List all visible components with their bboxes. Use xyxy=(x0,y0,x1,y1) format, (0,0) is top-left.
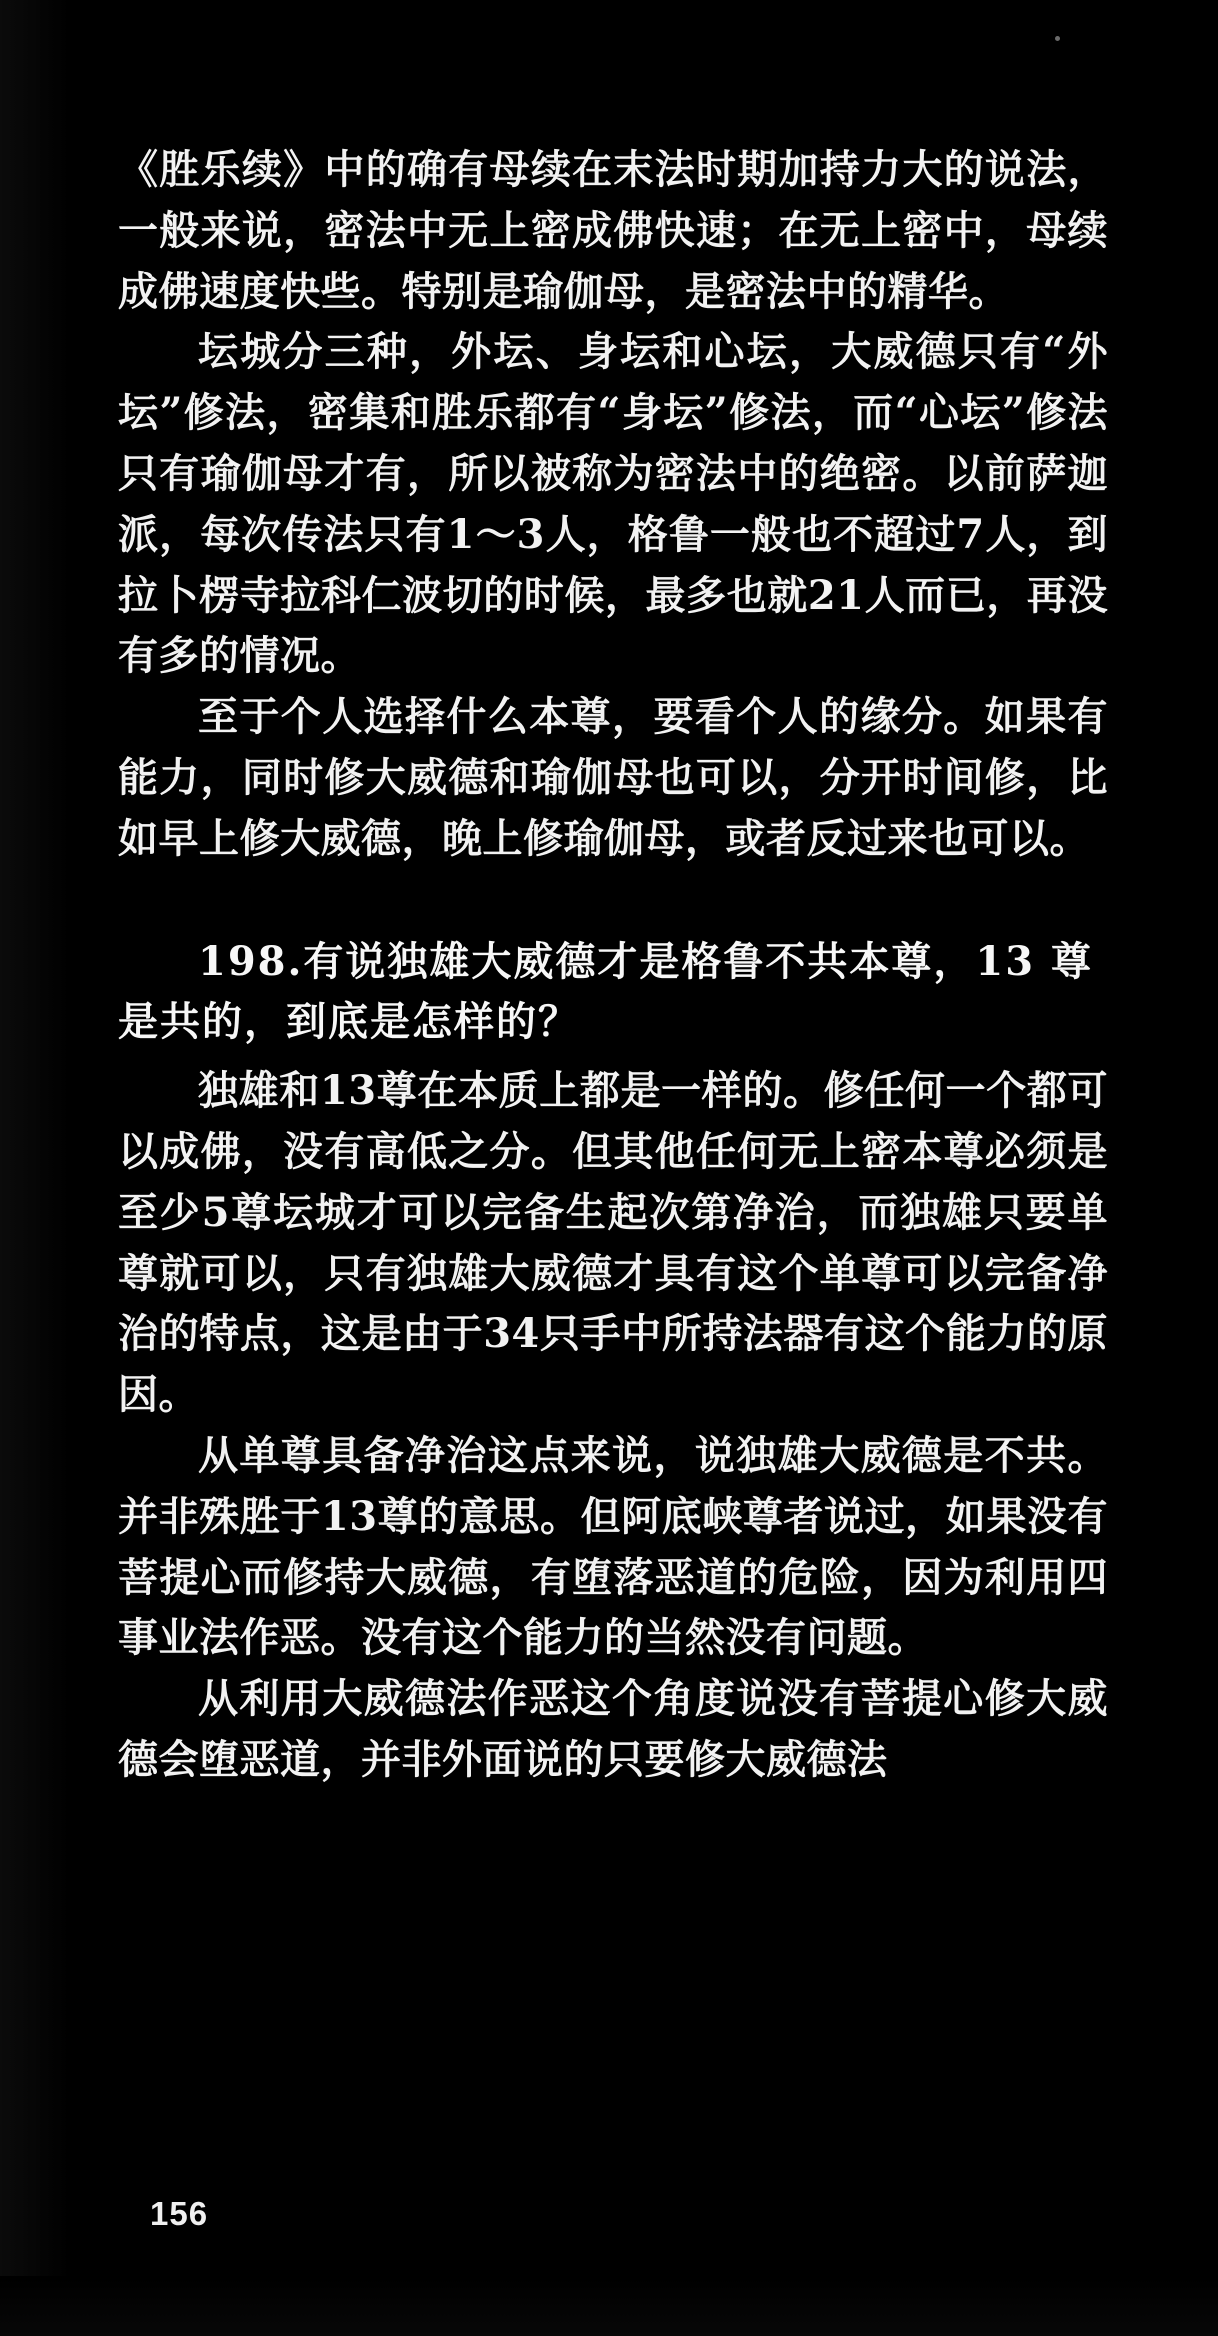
page-number: 156 xyxy=(150,2195,209,2232)
paragraph-1: 《胜乐续》中的确有母续在末法时期加持力大的说法，一般来说，密法中无上密成佛快速；在无上密中，母续成佛速度快些。特别是瑜伽母，是密法中的精华。 xyxy=(118,146,1108,315)
answer-paragraph-2: 从单尊具备净治这点来说，说独雄大威德是不共。并非殊胜于13尊的意思。但阿底峡尊者说过，如果没有菩提心而修持大威德，有堕落恶道的危险，因为利用四事业法作恶。没有这个能力的当然没有问题。 xyxy=(118,1431,1108,1662)
page-left-shading xyxy=(0,0,70,2336)
section-spacer xyxy=(118,870,1108,932)
page-text-body xyxy=(118,140,1108,1791)
question-answer-gap xyxy=(118,1053,1108,1061)
page-bottom-shading xyxy=(0,2276,1218,2336)
scan-speck xyxy=(1055,36,1060,41)
answer-paragraph-3: 从利用大威德法作恶这个角度说没有菩提心修大威德会堕恶道，并非外面说的只要修大威德法 xyxy=(118,1675,1108,1783)
question-heading: 198.有说独雄大威德才是格鲁不共本尊，13 尊是共的，到底是怎样的？ xyxy=(118,937,1094,1046)
paragraph-2: 坛城分三种，外坛、身坛和心坛，大威德只有“外坛”修法，密集和胜乐都有“身坛”修法，而“心坛”修法只有瑜伽母才有，所以被称为密法中的绝密。以前萨迦派，每次传法只有1～3人，格鲁一般也不超过7人，到拉卜楞寺拉科仁波切的时候，最多也就21人而已，再没有多的情况。 xyxy=(118,328,1108,680)
paragraph-3: 至于个人选择什么本尊，要看个人的缘分。如果有能力，同时修大威德和瑜伽母也可以，分开时间修，比如早上修大威德，晚上修瑜伽母，或者反过来也可以。 xyxy=(118,693,1108,862)
answer-paragraph-1: 独雄和13尊在本质上都是一样的。修任何一个都可以成佛，没有高低之分。但其他任何无上密本尊必须是至少5尊坛城才可以完备生起次第净治，而独雄只要单尊就可以，只有独雄大威德才具有这个单尊可以完备净治的特点，这是由于34只手中所持法器有这个能力的原因。 xyxy=(118,1067,1108,1419)
